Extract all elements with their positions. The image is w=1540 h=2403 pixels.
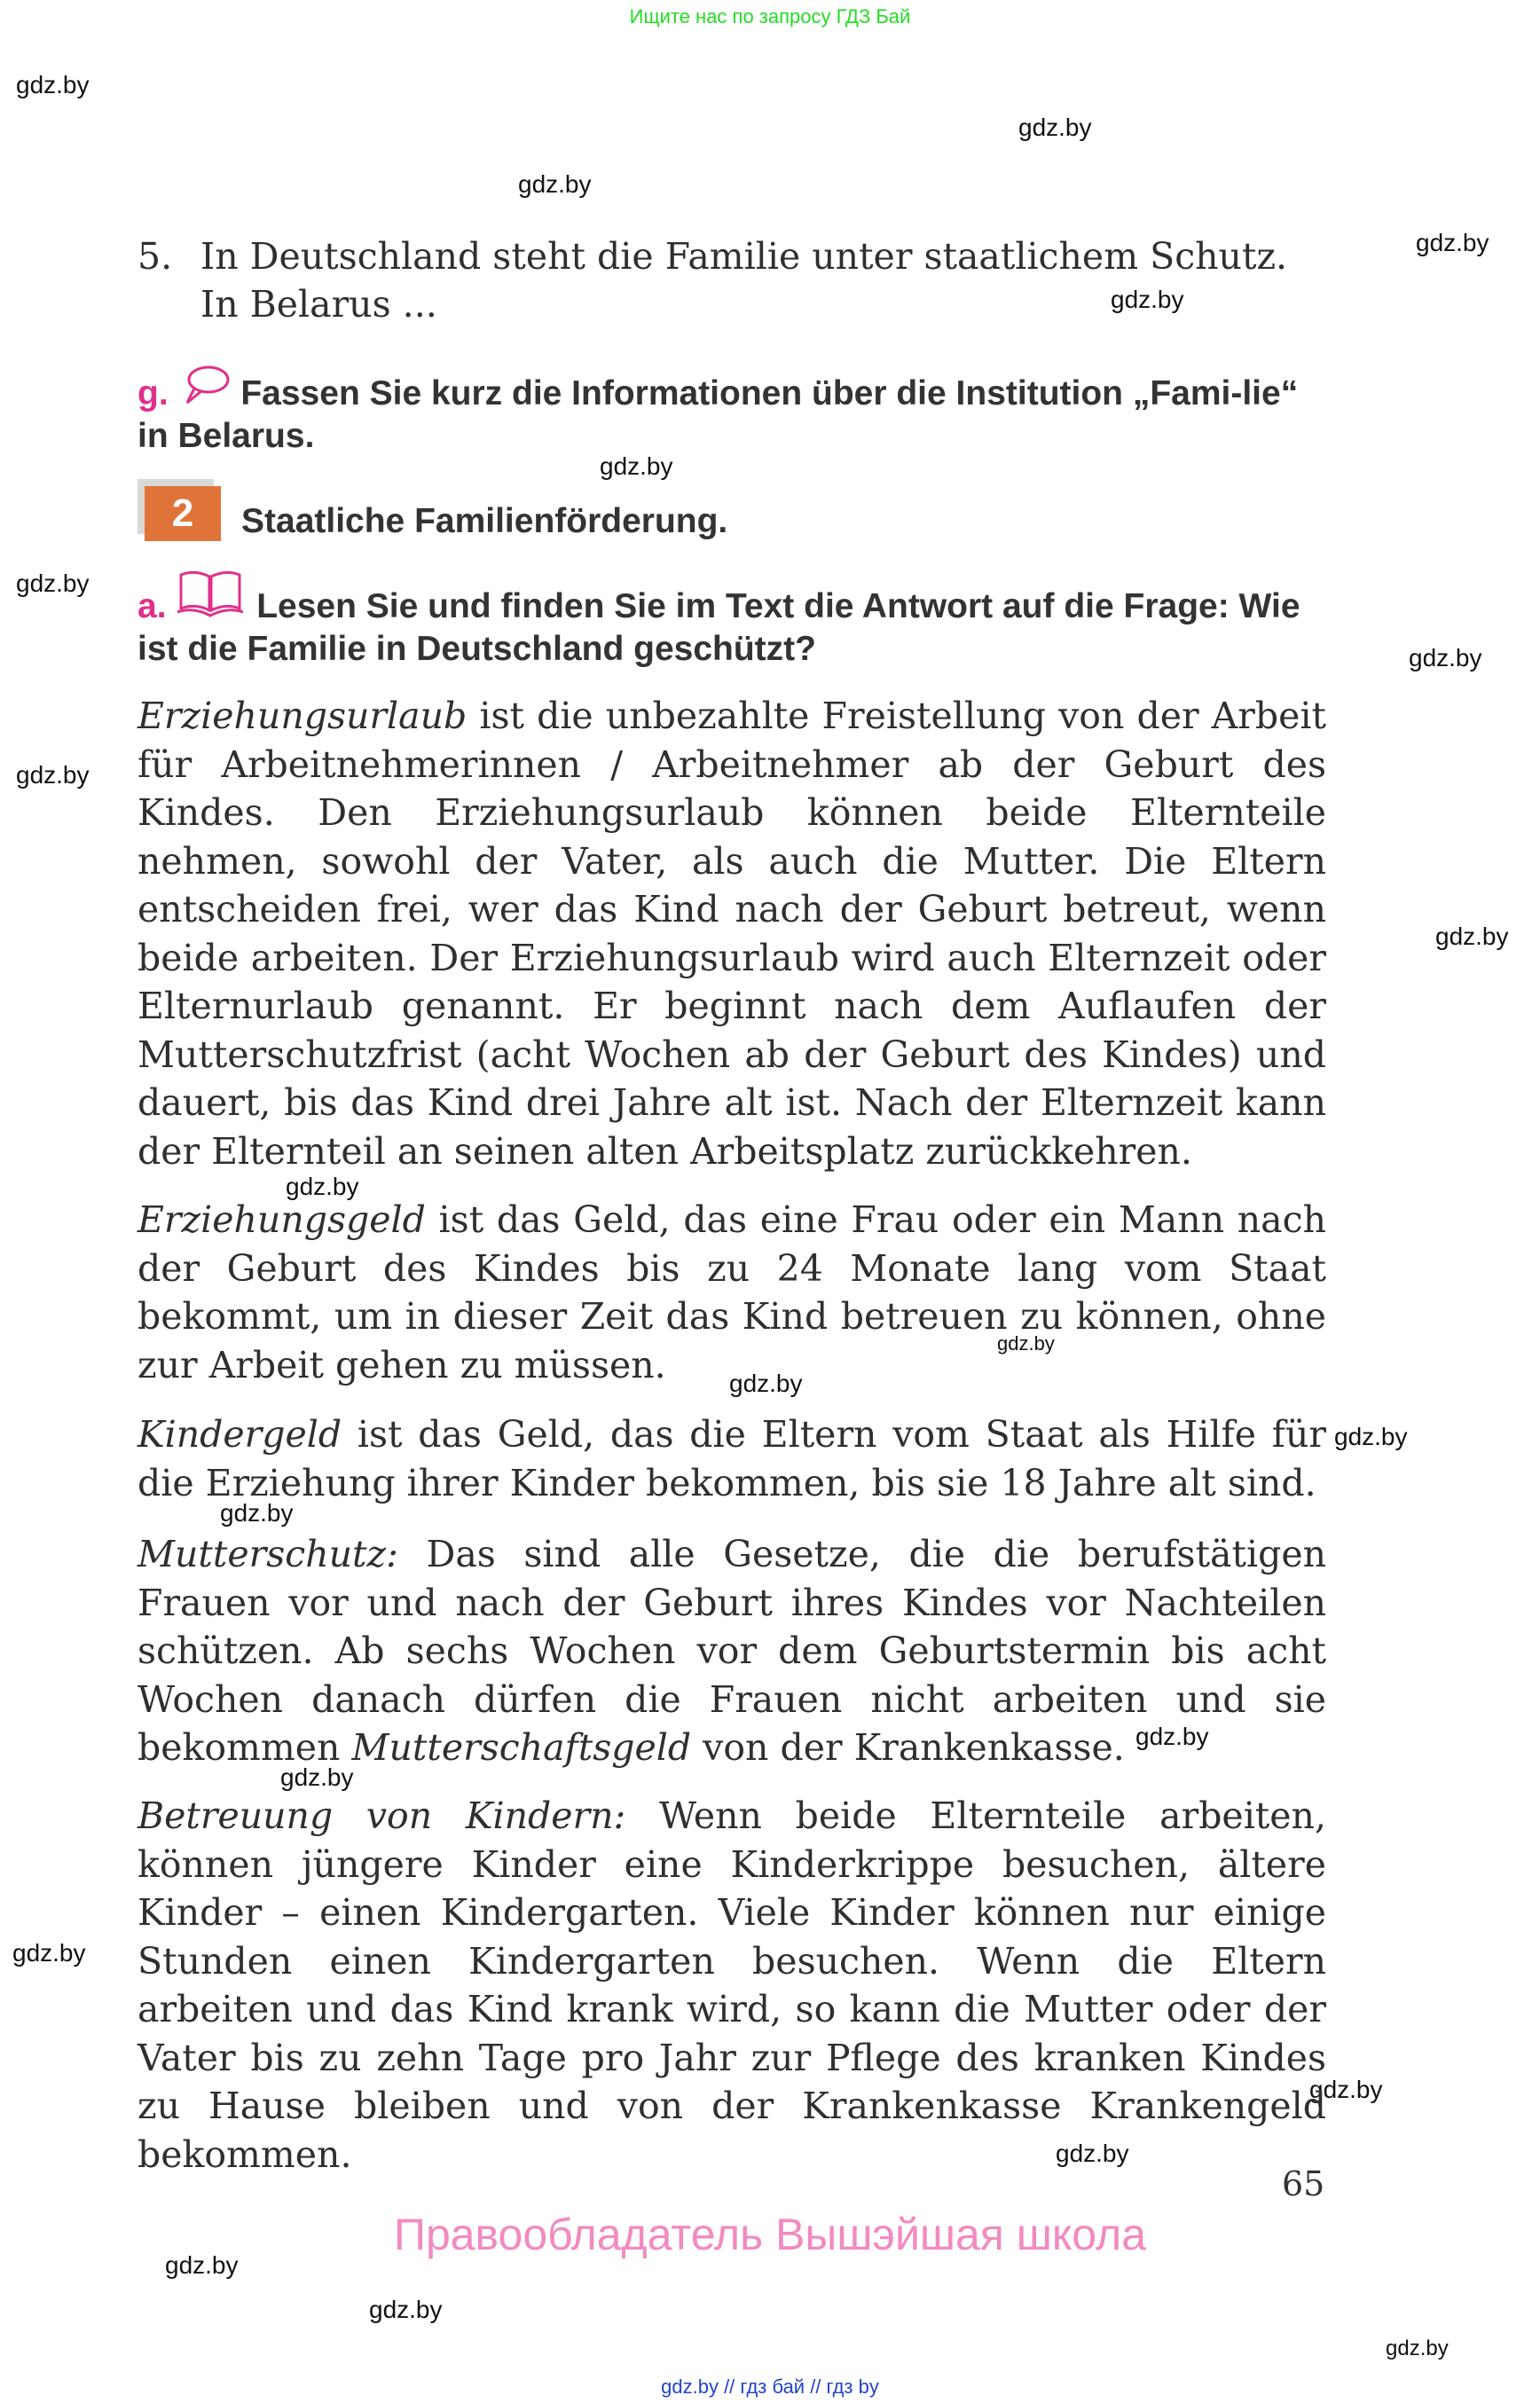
- term: Mutterschaftsgeld: [351, 1726, 692, 1769]
- watermark: gdz.by: [1334, 1423, 1408, 1450]
- paragraph-erziehungsurlaub: [138, 692, 1326, 1175]
- paragraph-text: Das sind alle Gesetze, die die berufstätigen Frauen vor und nach der Geburt ihres Kindes vor Nachteilen schützen. Ab sechs Wochen vor dem Geburtstermin bis acht Wochen danach dürfen die Frauen nicht arbeiten und sie bekommen: [138, 1533, 1326, 1769]
- watermark: gdz.by: [518, 170, 592, 198]
- item-text-line2: In Belarus ...: [200, 283, 437, 326]
- paragraph-mutterschutz: [138, 1530, 1326, 1772]
- task-letter: a.: [138, 587, 167, 625]
- watermark: gdz.by: [16, 569, 90, 597]
- watermark: gdz.by: [1018, 114, 1092, 141]
- task-a: [138, 568, 1326, 671]
- paragraph-text: ist das Geld, das eine Frau oder ein Mann nach der Geburt des Kindes bis zu 24 Monate lang vom Staat bekommt, um in dieser Zeit das Kind betreuen zu können, ohne zur Arbeit gehen zu müssen.: [138, 1198, 1326, 1386]
- item-text-line1: In Deutschland steht die Familie unter staatlichem Schutz.: [200, 235, 1288, 278]
- watermark: gdz.by: [1111, 286, 1184, 313]
- top-banner[interactable]: Ищите нас по запросу ГДЗ Бай: [629, 5, 911, 27]
- task-text: Fassen Sie kurz die Informationen über die Institution „Fami-lie“ in Belarus.: [138, 374, 1299, 455]
- task-g: [138, 364, 1326, 458]
- paragraph-text: von der Krankenkasse.: [691, 1726, 1125, 1769]
- watermark: gdz.by: [1056, 2140, 1129, 2167]
- watermark: gdz.by: [16, 71, 90, 98]
- watermark: gdz.by: [12, 1939, 86, 1967]
- copyright-notice: Правообладатель Вышэйшая школа: [394, 2210, 1146, 2259]
- paragraph-erziehungsgeld: [138, 1196, 1326, 1389]
- section-title: Staatliche Familienförderung.: [241, 502, 728, 540]
- speech-bubble-icon: [178, 364, 232, 399]
- watermark: gdz.by: [1416, 229, 1489, 256]
- term: Betreuung von Kindern:: [138, 1794, 626, 1837]
- paragraph-betreuung: [138, 1792, 1326, 2179]
- footer-links[interactable]: gdz.by // гдз бай // гдз by: [661, 2376, 879, 2398]
- watermark: gdz.by: [600, 452, 673, 480]
- paragraph-kindergeld: [138, 1410, 1326, 1507]
- paragraph-text: Wenn beide Elternteile arbeiten, können jüngere Kinder eine Kinderkrippe besuchen, ältere Kinder – einen Kindergarten. Viele Kinder können nur einige Stunden einen Kindergarten besuchen. Wenn die Eltern arbeiten und das Kind krank wird, so kann die Mutter oder der Vater bis zu zehn Tage pro Jahr zur Pflege des kranken Kindes zu Hause bleiben und von der Krankenkasse Krankengeld bekommen.: [138, 1794, 1326, 2176]
- watermark: gdz.by: [997, 1332, 1055, 1355]
- watermark: gdz.by: [220, 1499, 294, 1527]
- watermark: gdz.by: [16, 761, 90, 789]
- watermark: gdz.by: [729, 1370, 803, 1397]
- term: Erziehungsurlaub: [138, 695, 468, 737]
- item-number: 5.: [138, 235, 173, 278]
- paragraph-text: ist das Geld, das die Eltern vom Staat als Hilfe für die Erziehung ihrer Kinder bekommen, bis sie 18 Jahre alt sind.: [138, 1413, 1326, 1504]
- term: Erziehungsgeld: [138, 1198, 426, 1241]
- watermark: gdz.by: [1435, 923, 1509, 950]
- watermark: gdz.by: [1386, 2336, 1449, 2360]
- watermark: gdz.by: [1409, 644, 1482, 671]
- paragraph-text: ist die unbezahlte Freistellung von der Arbeit für Arbeitnehmerinnen / Arbeitnehmer ab der Geburt des Kindes. Den Erziehungsurlaub können beide Elternteile nehmen, sowohl der Vater, als auch die Mutter. Die Eltern entscheiden frei, wer das Kind nach der Geburt betreut, wenn beide arbeiten. Der Erziehungsurlaub wird auch Elternzeit oder Elternurlaub genannt. Er beginnt nach dem Auflaufen der Mutterschutzfrist (acht Wochen ab der Geburt des Kindes) und dauert, bis das Kind drei Jahre alt ist. Nach der Elternzeit kann der Elternteil an seinen alten Arbeitsplatz zurückkehren.: [138, 695, 1326, 1173]
- page-number: 65: [1282, 2164, 1325, 2203]
- term: Mutterschutz:: [138, 1533, 398, 1575]
- book-icon: [176, 568, 247, 609]
- watermark: gdz.by: [1309, 2076, 1383, 2103]
- watermark: gdz.by: [1135, 1723, 1209, 1750]
- watermark: gdz.by: [280, 1763, 354, 1791]
- watermark: gdz.by: [369, 2296, 443, 2323]
- task-text: Lesen Sie und finden Sie im Text die Antwort auf die Frage: Wie ist die Familie in Deutschland geschützt?: [138, 587, 1300, 668]
- watermark: gdz.by: [165, 2251, 239, 2279]
- section-number-badge: 2: [145, 486, 221, 541]
- term: Kindergeld: [138, 1413, 342, 1456]
- task-letter: g.: [138, 374, 169, 412]
- watermark: gdz.by: [286, 1173, 359, 1200]
